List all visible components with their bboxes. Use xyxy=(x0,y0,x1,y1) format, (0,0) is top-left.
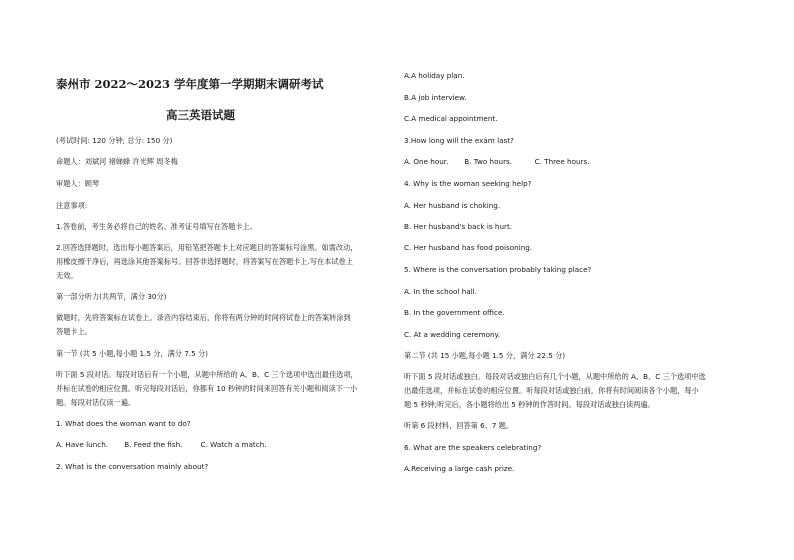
exam-time-score: (考试时间: 120 分钟; 总分: 150 分) xyxy=(56,136,173,145)
question-6-option-a[interactable]: A.Receiving a large cash prize. xyxy=(404,464,515,473)
notes-item-2-line-2: 用橡皮擦干净后，再选涂其他答案标号。回答非选择题时，将答案写在答题卡上.写在本试卷上 xyxy=(56,257,353,266)
question-5-stem: 5. Where is the conversation probably taking place? xyxy=(404,265,592,274)
notes-item-2-line-3: 无效。 xyxy=(56,271,78,280)
section1-intro-line-1: 听下面 5 段对话。每段对话后有一个小题，从题中所给的 A、B、C 三个选项中选出最佳选项， xyxy=(56,370,358,379)
question-3-option-c[interactable]: C. Three hours. xyxy=(534,157,590,166)
part1-intro-line-1: 做题时，先将答案标在试卷上。录音内容结束后，你将有两分钟的时间将试卷上的答案转涂到 xyxy=(56,313,351,322)
question-2-option-c[interactable]: C.A medical appointment. xyxy=(404,114,498,123)
page-subtitle: 高三英语试题 xyxy=(166,108,235,122)
question-5-option-a[interactable]: A. In the school hall. xyxy=(404,287,477,296)
question-1-option-b[interactable]: B. Feed the fish. xyxy=(124,440,183,449)
question-3-option-b[interactable]: B. Two hours. xyxy=(464,157,513,166)
question-2-option-a[interactable]: A.A holiday plan. xyxy=(404,71,465,80)
question-4-option-b[interactable]: B. Her husband's back is hurt. xyxy=(404,222,513,231)
question-4-option-c[interactable]: C. Her husband has food poisoning. xyxy=(404,243,533,252)
section2-heading: 第二节 (共 15 小题,每小题 1.5 分，满分 22.5 分) xyxy=(404,351,566,360)
section2-intro-line-2: 出最佳选项，并标在试卷的相应位置。听每段对话或独白前，你将有时间阅读各个小题，每小 xyxy=(404,386,699,395)
question-4-option-a[interactable]: A. Her husband is choking. xyxy=(404,201,501,210)
question-3-option-a[interactable]: A. One hour. xyxy=(404,157,449,166)
question-3-options xyxy=(404,157,590,167)
question-1-stem: 1. What does the woman want to do? xyxy=(56,419,191,428)
question-5-option-b[interactable]: B. In the government office. xyxy=(404,308,505,317)
question-1-option-c[interactable]: C. Watch a match. xyxy=(200,440,267,449)
notes-item-1: 1.答卷前，考生务必将自己的姓名、准考证号填写在答题卡上。 xyxy=(56,222,257,231)
question-5-option-c[interactable]: C. At a wedding ceremony. xyxy=(404,330,501,339)
reviewer-line: 审题人：顾琴 xyxy=(56,179,100,188)
question-2-stem: 2. What is the conversation mainly about? xyxy=(56,462,209,471)
question-4-stem: 4. Why is the woman seeking help? xyxy=(404,179,532,188)
section1-intro-line-2: 并标在试卷的相应位置。听完每段对话后，你都有 10 秒钟的时间来回答有关小题和阅读下一小 xyxy=(56,384,358,393)
question-6-stem: 6. What are the speakers celebrating? xyxy=(404,443,542,452)
question-2-option-b[interactable]: B.A job interview. xyxy=(404,93,467,102)
question-1-options xyxy=(56,440,267,450)
section1-heading: 第一节 (共 5 小题,每小题 1.5 分，满分 7.5 分) xyxy=(56,349,208,358)
page-title: 泰州市 2022～2023 学年度第一学期期末调研考试 xyxy=(56,77,324,91)
authors-line: 命题人：刘斌河 褚娣蜂 许光辉 周冬梅 xyxy=(56,157,178,166)
notes-heading: 注意事项: xyxy=(56,201,88,210)
section2-intro-line-3: 题 5 秒钟;听完后，各小题将给出 5 秒钟的作答时间。每段对话或独白读两遍。 xyxy=(404,400,655,409)
notes-item-2-line-1: 2.回答选择题时，选出每小题答案后，用铅笔把答题卡上对应题目的答案标号涂黑。如需改动， xyxy=(56,243,358,252)
question-1-option-a[interactable]: A. Have lunch. xyxy=(56,440,109,449)
section1-intro-line-3: 题。每段对话仅读一遍。 xyxy=(56,398,136,407)
part1-intro-line-2: 答题卡上。 xyxy=(56,327,92,336)
section2-material: 听第 6 段材料，回答第 6、7 题。 xyxy=(404,421,514,430)
question-3-stem: 3.How long will the exam last? xyxy=(404,136,514,145)
section2-intro-line-1: 听下面 5 段对话或独白。每段对话或独白后有几个小题，从题中所给的 A、B、C 三个选项中选 xyxy=(404,372,706,381)
part1-heading: 第一部分听力(共两节，满分 30分) xyxy=(56,292,167,301)
